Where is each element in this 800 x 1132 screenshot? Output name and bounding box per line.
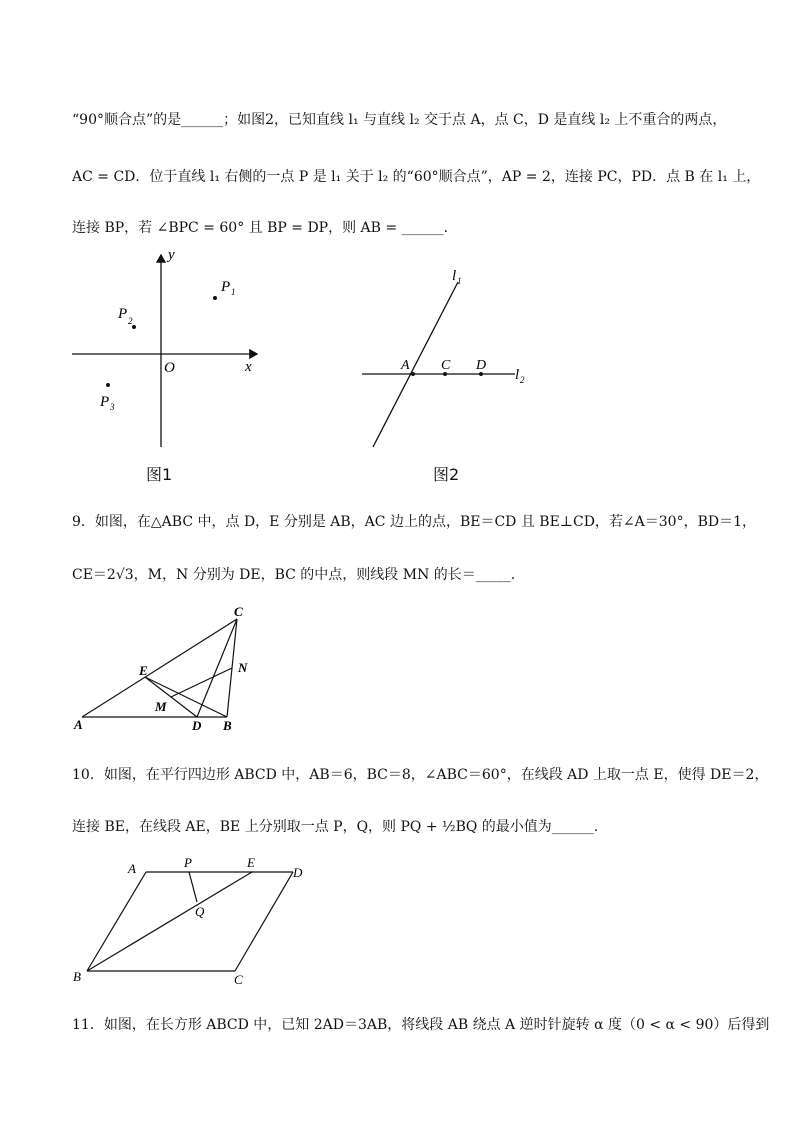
point-d-label: D xyxy=(476,358,487,373)
point-m-label: M xyxy=(155,699,167,714)
point-p3 xyxy=(106,383,110,387)
point-a-label: A xyxy=(74,717,83,732)
problem10-line2: 连接 BE，在线段 AE，BE 上分别取一点 P，Q，则 PQ + ½BQ 的最小值为______. xyxy=(72,819,599,835)
line-l2-subscript: 2 xyxy=(520,375,525,385)
point-c-label: C xyxy=(234,604,243,619)
figure1-coordinate-plane xyxy=(60,240,280,460)
point-b-label: B xyxy=(73,969,81,984)
figure1-caption: 图1 xyxy=(146,465,173,484)
figure2-lines xyxy=(355,265,545,455)
line-l1-label: l xyxy=(452,268,457,284)
point-c-label: C xyxy=(234,972,243,987)
origin-label: O xyxy=(164,360,175,376)
y-axis-label: y xyxy=(168,247,175,263)
point-p1-subscript: 1 xyxy=(231,287,236,297)
line-l1-subscript: 1 xyxy=(457,276,462,286)
problem8-line1: “90°顺合点”的是______；如图2，已知直线 l₁ 与直线 l₂ 交于点 A，点 C，D 是直线 l₂ 上不重合的两点， xyxy=(72,112,727,128)
point-a-label: A xyxy=(401,358,410,373)
problem8-line2: AC = CD．位于直线 l₁ 右侧的一点 P 是 l₁ 关于 l₂ 的“60°顺合点”，AP = 2，连接 PC，PD．点 B 在 l₁ 上， xyxy=(72,169,761,185)
point-q-label: Q xyxy=(195,904,205,919)
point-p2 xyxy=(132,325,136,329)
problem9-line2: CE＝2√3，M，N 分别为 DE，BC 的中点，则线段 MN 的长＝_____. xyxy=(72,567,516,583)
figure2-caption: 图2 xyxy=(433,465,460,484)
point-p1-label: P xyxy=(221,279,231,295)
point-p3-subscript: 3 xyxy=(110,402,115,412)
problem9-line1: 9．如图，在△ABC 中，点 D，E 分别是 AB，AC 边上的点，BE＝CD 且 BE⊥CD，若∠A＝30°，BD＝1， xyxy=(72,514,756,530)
point-p2-subscript: 2 xyxy=(128,316,133,326)
problem8-line3: 连接 BP，若 ∠BPC = 60° 且 BP = DP，则 AB = ______. xyxy=(72,220,449,236)
point-p1 xyxy=(213,296,217,300)
point-b-label: B xyxy=(223,718,232,733)
problem10-parallelogram-figure xyxy=(70,850,320,990)
point-a xyxy=(411,372,415,376)
x-axis-label: x xyxy=(245,359,252,375)
point-e-label: E xyxy=(247,855,255,870)
point-d-label: D xyxy=(293,865,303,880)
problem11-line1: 11．如图，在长方形 ABCD 中，已知 2AD＝3AB，将线段 AB 绕点 A 逆时针旋转 α 度（0 < α < 90）后得到 xyxy=(72,1017,770,1033)
point-c-label: C xyxy=(441,358,451,373)
point-p-label: P xyxy=(184,855,192,870)
point-a-label: A xyxy=(128,861,136,876)
line-l2-label: l xyxy=(515,367,520,383)
point-n-label: N xyxy=(238,660,248,675)
problem9-triangle-figure xyxy=(70,600,270,740)
point-p2-label: P xyxy=(118,306,128,322)
problem10-line1: 10．如图，在平行四边形 ABCD 中，AB＝6，BC＝8，∠ABC＝60°，在线段 AD 上取一点 E，使得 DE＝2， xyxy=(72,767,769,783)
point-p3-label: P xyxy=(100,394,110,410)
point-e-label: E xyxy=(139,663,148,678)
point-d-label: D xyxy=(192,718,202,733)
